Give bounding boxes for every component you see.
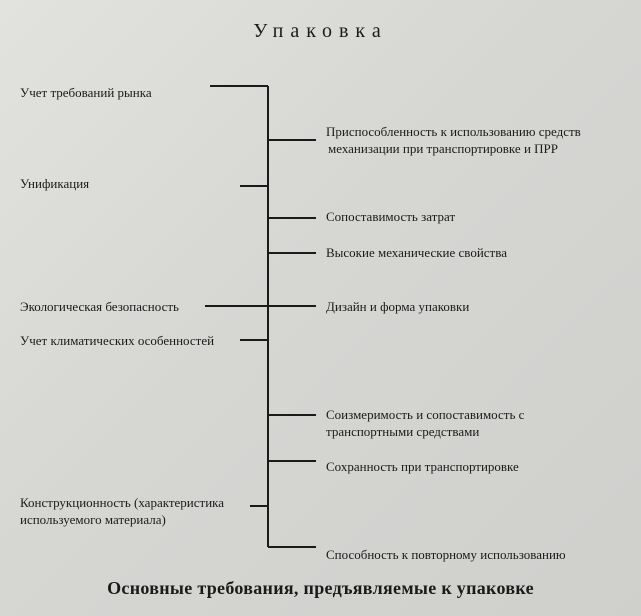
req-adaptability-line2: механизации при транспортировке и ПРР bbox=[328, 141, 558, 156]
req-costs: Сопоставимость затрат bbox=[326, 209, 456, 224]
factor-market: Учет требований рынка bbox=[20, 85, 152, 100]
req-design: Дизайн и форма упаковки bbox=[326, 299, 470, 314]
factor-construct-line2: используемого материала) bbox=[20, 512, 166, 527]
factor-climate: Учет климатических особенностей bbox=[20, 333, 215, 348]
req-safety: Сохранность при транспортировке bbox=[326, 459, 519, 474]
factor-ecology: Экологическая безопасность bbox=[20, 299, 179, 314]
figure-caption: Основные требования, предъявляемые к упаковке bbox=[107, 578, 534, 598]
req-adaptability-line1: Приспособленность к использованию средств bbox=[326, 124, 581, 139]
factor-construct-line1: Конструкционность (характеристика bbox=[20, 495, 225, 510]
factor-unification: Унификация bbox=[20, 176, 90, 191]
req-vehicles-line1: Соизмеримость и сопоставимость с bbox=[326, 407, 525, 422]
req-mechanical: Высокие механические свойства bbox=[326, 245, 507, 260]
diagram-title: Упаковка bbox=[253, 20, 388, 42]
req-reuse: Способность к повторному использованию bbox=[326, 547, 566, 562]
req-vehicles-line2: транспортными средствами bbox=[326, 424, 480, 439]
